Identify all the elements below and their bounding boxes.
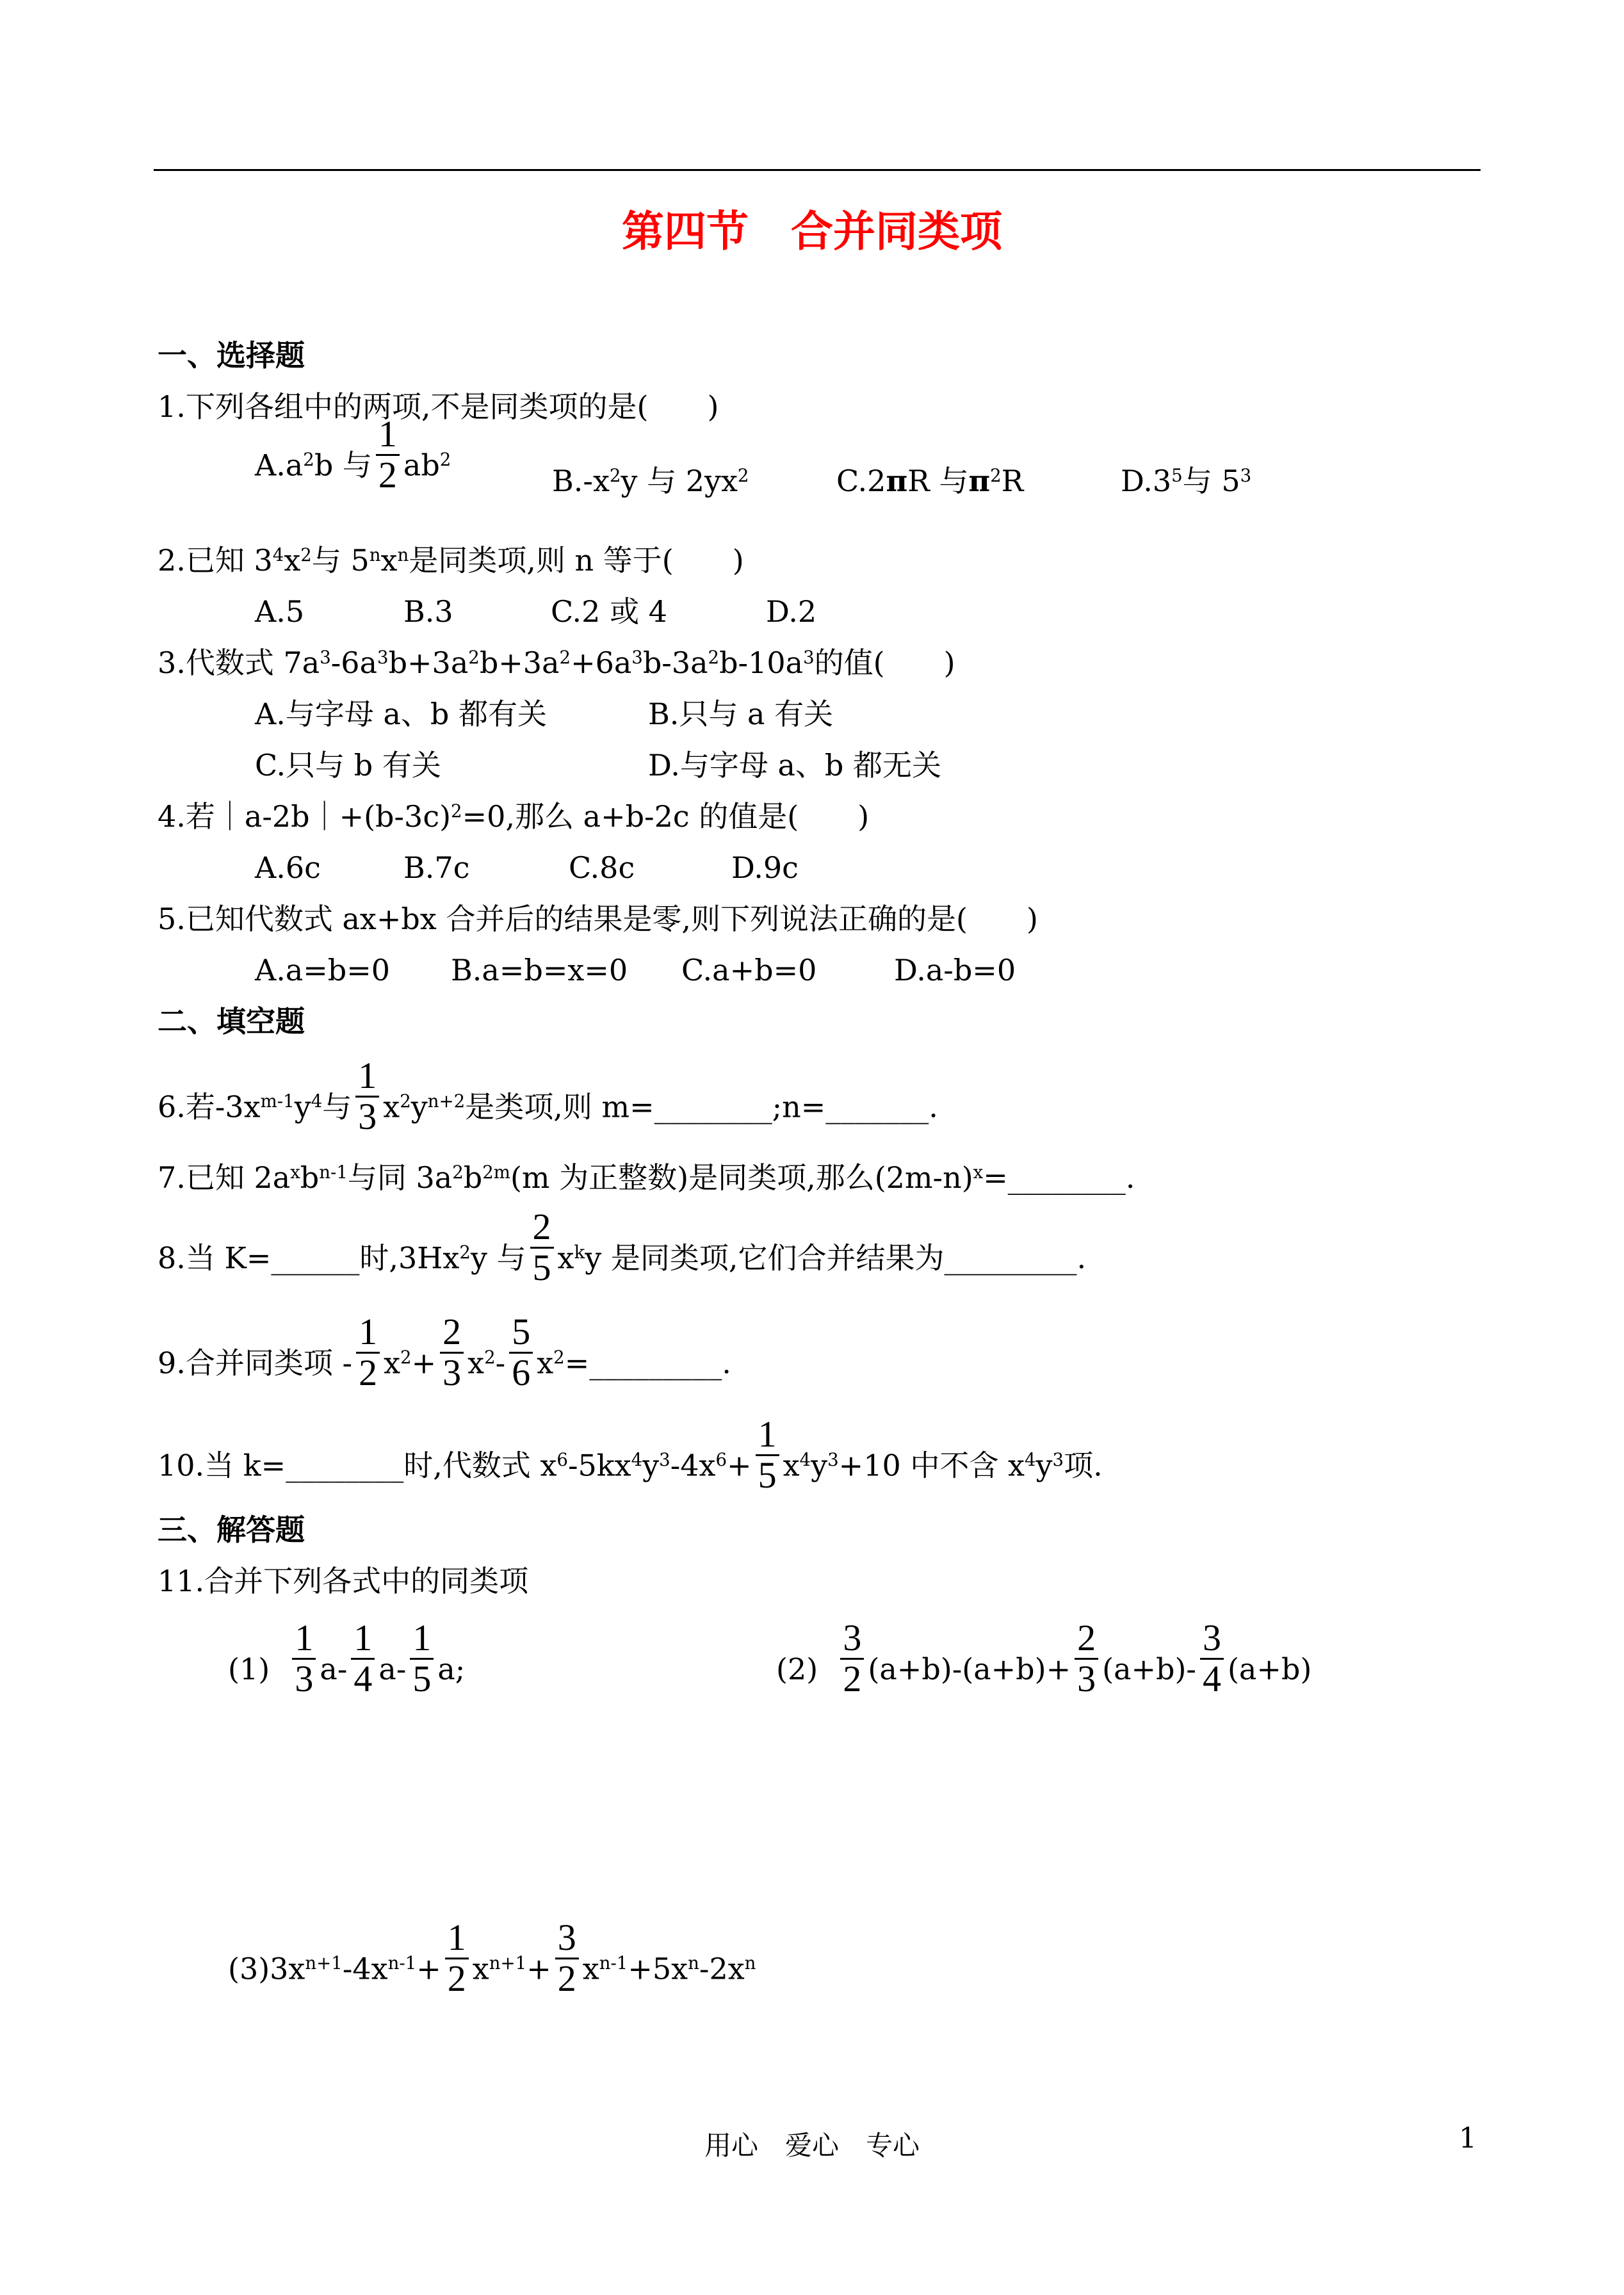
q1-option-c: C.2πR 与$\pi^2R$ <box>836 464 1024 498</box>
q4-option-b: B.7c <box>403 850 470 885</box>
q3-option-d: D.与字母 a、b 都无关 <box>648 748 941 783</box>
q2-option-d: D.2 <box>766 594 817 629</box>
question-8: 8.当 K=______时,3Hx$^2$y 与 $\frac{2}{5}$ $x^ky$ 是同类项,它们合并结果为_________. <box>158 1206 1087 1288</box>
q3-option-b: B.只与 a 有关 <box>648 697 834 731</box>
question-1-stem: 1.下列各组中的两项,不是同类项的是( ) <box>158 389 719 424</box>
question-11-stem: 11.合并下列各式中的同类项 <box>158 1564 529 1598</box>
question-3-stem: 3.代数式 $7a^3-6a^3b+3a^2b+3a^2+6a^3b-3a^2b-10a^3$的值( ) <box>158 645 955 680</box>
q3-option-c: C.只与 b 有关 <box>255 748 441 783</box>
page-footer: 用心 爱心 专心 <box>704 2130 920 2161</box>
q4-option-d: D.9c <box>731 850 799 885</box>
q2-option-c: C.2 或 4 <box>551 594 667 629</box>
question-5-stem: 5.已知代数式 ax+bx 合并后的结果是零,则下列说法正确的是( ) <box>158 902 1038 936</box>
q5-option-c: C.a+b=0 <box>681 953 817 987</box>
q4-option-a: A.6c <box>255 850 321 885</box>
question-6: 6.若$-3x^{m-1}y^4$与 $\frac{1}{3}$ $x^2y^{n+2}$是类项,则 m=________;n=_______. <box>158 1055 938 1137</box>
q11-part-3: $(3)3x^{n+1}-4x^{n-1}+$ $\frac{1}{2}$ $x^{n+1}+$ $\frac{3}{2}$ $x^{n-1}+5x^n-2x^n$ <box>228 1917 756 1999</box>
q1-option-a: $A.a^2b$ 与 $\frac{1}{2}$ $ab^2$ <box>255 413 451 496</box>
q1-option-d: $D.3^5$与 $5^3$ <box>1121 464 1252 498</box>
section-heading-fill: 二、填空题 <box>158 1004 305 1039</box>
section-heading-choice: 一、选择题 <box>158 338 305 373</box>
q11-part-1: (1) $\frac{1}{3}$ a- $\frac{1}{4}$ a- $\frac{1}{5}$ a; <box>228 1617 466 1699</box>
q4-option-c: C.8c <box>569 850 635 885</box>
q5-option-b: B.a=b=x=0 <box>451 953 628 987</box>
q11-part-2: (2) $\frac{3}{2}$ (a+b)-(a+b)+ $\frac{2}{3}$ (a+b)- $\frac{3}{4}$ (a+b) <box>776 1617 1312 1699</box>
q5-option-a: A.a=b=0 <box>255 953 391 987</box>
question-7: 7.已知 $2a^xb^{n-1}$与同 $3a^2b^{2m}(m$ 为正整数)是同类项,那么$(2m-n)^x=\_\_\_\_\_\_\_\_$. <box>158 1160 1135 1195</box>
question-2-stem: 2.已知 $3^4x^2$与 $5^nx^n$是同类项,则 n 等于( ) <box>158 543 744 578</box>
page-number: 1 <box>1459 2122 1477 2155</box>
question-10: 10.当 k=________时,代数式 $x^6-5kx^4y^3-4x^6+$ $\frac{1}{5}$ $x^4y^3+10$ 中不含 $x^4y^3$项. <box>158 1413 1103 1496</box>
q1-option-b: $B.-x^2y$ 与 $2yx^2$ <box>552 464 749 498</box>
question-9: 9.合并同类项 - $\frac{1}{2}$ $x^2+$ $\frac{2}{3}$ $x^2-$ $\frac{5}{6}$ $x^2=\_\_\_\_\_\_\_\_\_$. <box>158 1311 731 1393</box>
q2-option-b: B.3 <box>403 594 453 629</box>
q3-option-a: A.与字母 a、b 都有关 <box>255 697 547 731</box>
header-rule <box>154 169 1481 171</box>
section-heading-answer: 三、解答题 <box>158 1512 305 1547</box>
q2-option-a: A.5 <box>255 594 305 629</box>
page-title: 第四节 合并同类项 <box>622 207 1002 256</box>
question-4-stem: 4.若$|a-2b|+(b-3c)^2=0$,那么 a+b-2c 的值是( ) <box>158 799 870 834</box>
q5-option-d: D.a-b=0 <box>894 953 1016 987</box>
